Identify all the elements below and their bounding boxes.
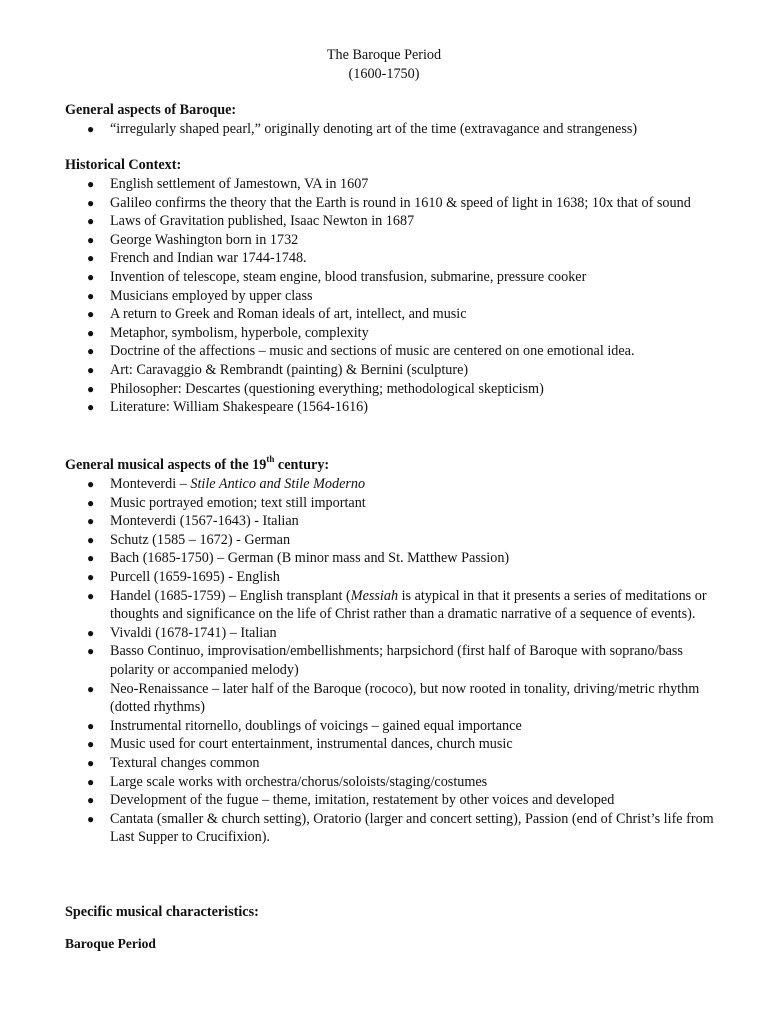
- list-item: ● Art: Caravaggio & Rembrandt (painting) & Bernini (sculpture): [87, 361, 469, 378]
- list-item: ● Handel (1685-1759) – English transplant (Messiah is atypical in that it presents a series of meditations or thoughts and significance on the life of Christ rather than a dramatic narrative of a sequence of events).: [87, 587, 707, 623]
- list-item: ● English settlement of Jamestown, VA in 1607: [87, 176, 369, 192]
- list-item: ● Philosopher: Descartes (questioning everything; methodological skepticism): [87, 380, 544, 397]
- bullet-icon: ●: [87, 495, 95, 510]
- bullet-icon: ●: [87, 644, 95, 659]
- bullet-icon: ●: [87, 251, 95, 266]
- list-item: ● Metaphor, symbolism, hyperbole, complexity: [87, 324, 369, 341]
- section-heading-historical-context: Historical Context:: [65, 157, 182, 173]
- bullet-icon: ●: [87, 400, 95, 415]
- list-item: ● Cantata (smaller & church setting), Oratorio (larger and concert setting), Passion (end of Christ’s life from Last Supper to Crucifixion).: [87, 810, 714, 846]
- bullet-icon: ●: [87, 344, 95, 359]
- bullet-icon: ●: [87, 232, 95, 247]
- list-item: ● Galileo confirms the theory that the Earth is round in 1610 & speed of light in 1638; 10x that of sound: [87, 194, 691, 211]
- bullet-icon: ●: [87, 774, 95, 789]
- bullet-icon: ●: [87, 477, 95, 491]
- section-heading-general-aspects: General aspects of Baroque:: [65, 102, 237, 118]
- bullet-icon: ●: [87, 811, 95, 826]
- list-item: ● French and Indian war 1744-1748.: [87, 250, 307, 267]
- list-item: ● George Washington born in 1732: [87, 231, 299, 248]
- section-heading-baroque-period: Baroque Period: [65, 936, 156, 951]
- list-item: ● Purcell (1659-1695) - English: [87, 568, 280, 585]
- list-item: ● Literature: William Shakespeare (1564-1616): [87, 399, 368, 416]
- bullet-icon: ●: [87, 288, 95, 303]
- list-item: ● Textural changes common: [87, 754, 260, 771]
- bullet-icon: ●: [87, 755, 95, 770]
- bullet-icon: ●: [87, 569, 95, 584]
- bullet-icon: ●: [87, 362, 95, 377]
- bullet-icon: ●: [87, 625, 95, 640]
- bullet-icon: ●: [87, 793, 95, 808]
- bullet-icon: ●: [87, 381, 95, 396]
- list-item: ● Large scale works with orchestra/chorus/soloists/staging/costumes: [87, 773, 488, 790]
- musical-aspects-list: [0, 475, 725, 847]
- bullet-icon: ●: [87, 532, 95, 547]
- bullet-icon: ●: [87, 718, 95, 733]
- bullet-icon: ●: [87, 177, 95, 191]
- list-item: ● Monteverdi – Stile Antico and Stile Moderno: [87, 476, 366, 492]
- list-item: ● A return to Greek and Roman ideals of art, intellect, and music: [87, 306, 467, 323]
- bullet-icon: ●: [87, 307, 95, 322]
- list-item: ● Invention of telescope, steam engine, blood transfusion, submarine, pressure cooker: [87, 268, 587, 285]
- bullet-icon: ●: [87, 737, 95, 752]
- historical-context-list: [0, 175, 725, 417]
- list-item: ● Bach (1685-1750) – German (B minor mass and St. Matthew Passion): [87, 550, 510, 567]
- list-item: ● Monteverdi (1567-1643) - Italian: [87, 513, 299, 530]
- bullet-icon: ●: [87, 681, 95, 696]
- section-heading-specific-characteristics: Specific musical characteristics:: [65, 904, 259, 920]
- section-heading-musical-aspects: General musical aspects of the 19th century:: [65, 454, 330, 473]
- document-subtitle-dates: (1600-1750): [348, 66, 420, 82]
- list-item: ● “irregularly shaped pearl,” originally denoting art of the time (extravagance and strangeness): [87, 121, 638, 137]
- list-item: ● Vivaldi (1678-1741) – Italian: [87, 624, 277, 641]
- list-item: ● Schutz (1585 – 1672) - German: [87, 531, 291, 548]
- list-item: ● Basso Continuo, improvisation/embellishments; harpsichord (first half of Baroque with soprano/bass polarity or accompanied melody): [87, 643, 683, 678]
- list-item: ● Musicians employed by upper class: [87, 287, 313, 304]
- list-item: ● Development of the fugue – theme, imitation, restatement by other voices and developed: [87, 792, 615, 809]
- list-item: ● Laws of Gravitation published, Isaac Newton in 1687: [87, 213, 415, 230]
- bullet-icon: ●: [87, 269, 95, 284]
- list-item: ● Instrumental ritornello, doublings of voicings – gained equal importance: [87, 717, 522, 734]
- bullet-icon: ●: [87, 514, 95, 529]
- bullet-icon: ●: [87, 214, 95, 229]
- bullet-icon: ●: [87, 122, 95, 136]
- list-item: ● Neo-Renaissance – later half of the Baroque (rococo), but now rooted in tonality, driving/metric rhythm (dotted rhythms): [87, 680, 700, 716]
- bullet-icon: ●: [87, 195, 95, 210]
- list-item: ● Music used for court entertainment, instrumental dances, church music: [87, 736, 513, 753]
- document-title: The Baroque Period: [326, 47, 442, 63]
- bullet-icon: ●: [87, 325, 95, 340]
- list-item: ● Doctrine of the affections – music and sections of music are centered on one emotional idea.: [87, 343, 635, 360]
- bullet-icon: ●: [87, 588, 95, 603]
- general-aspects-list: [0, 120, 725, 139]
- bullet-icon: ●: [87, 551, 95, 566]
- list-item: ● Music portrayed emotion; text still important: [87, 494, 366, 511]
